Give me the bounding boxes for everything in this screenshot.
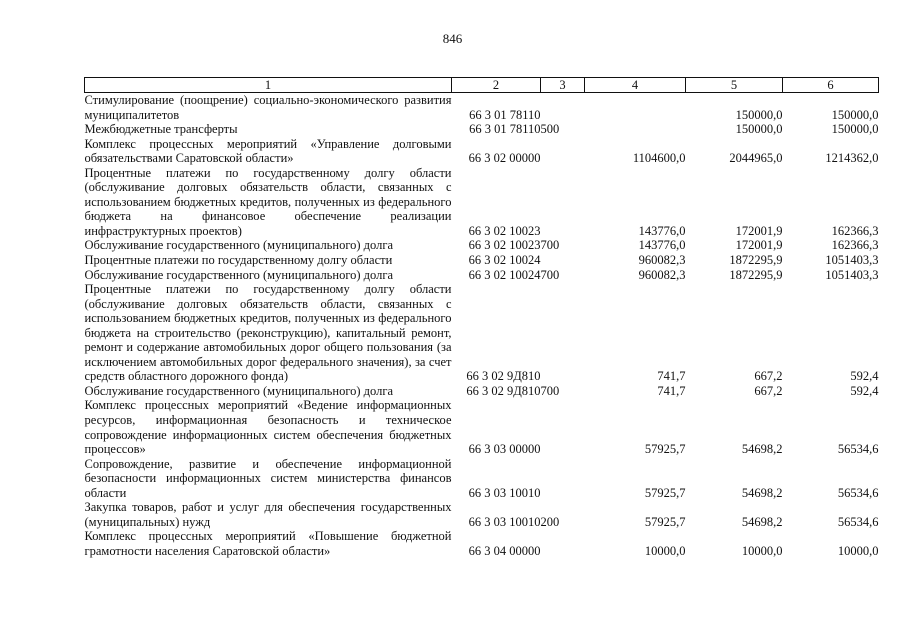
row-code: 66 3 01 78110 — [469, 122, 541, 137]
row-value-col6: 162366,3 — [831, 223, 879, 238]
row-value-col4: 57925,7 — [644, 485, 686, 500]
table-row — [85, 253, 879, 268]
row-value-col4: 1104600,0 — [632, 151, 686, 166]
row-name: Обслуживание государственного (муниципального) долга — [84, 267, 394, 282]
row-expense-type — [541, 166, 585, 239]
row-expense-type — [541, 137, 585, 166]
row-value-col5: 150000,0 — [735, 122, 783, 137]
row-expense-type — [541, 93, 585, 123]
row-value-col5: 54698,2 — [741, 485, 783, 500]
row-value-col6: 150000,0 — [831, 122, 879, 137]
row-expense-type — [541, 398, 585, 456]
row-value-col5: 54698,2 — [741, 514, 783, 529]
row-code: 66 3 02 9Д810 — [466, 369, 541, 384]
row-expense-type: 500 — [540, 122, 560, 137]
table-row — [85, 529, 879, 558]
row-code: 66 3 02 10023 — [468, 223, 541, 238]
row-name: Обслуживание государственного (муниципального) долга — [84, 383, 394, 398]
row-code: 66 3 02 10024 — [468, 267, 541, 282]
row-value-col5: 667,2 — [754, 369, 783, 384]
row-value-col6: 1214362,0 — [825, 151, 879, 166]
row-value-col6: 162366,3 — [831, 238, 879, 253]
row-value-col5: 172001,9 — [735, 238, 783, 253]
row-value-col4 — [585, 93, 686, 123]
row-value-col5: 667,2 — [754, 383, 783, 398]
table-row — [85, 268, 879, 283]
row-code: 66 3 03 00000 — [468, 442, 541, 457]
row-name: Процентные платежи по государственному долгу области (обслуживание долговых обязательств области, связанных с использованием бюджетных кредитов, полученных из федерального бюджета на строительство (реконструкцию), капитальный ремонт, ремонт и содержание автомобильных дорог общего пользования (за исключением автомобильных дорог федерального значения), за счет средств областного дорожного фонда) — [84, 282, 452, 384]
table-row — [85, 122, 879, 137]
table-row — [85, 398, 879, 456]
row-value-col6: 56534,6 — [837, 442, 879, 457]
row-value-col6: 1051403,3 — [825, 267, 879, 282]
header-col-3: 3 — [541, 78, 585, 93]
table-row — [85, 282, 879, 384]
row-value-col5: 1872295,9 — [729, 253, 783, 268]
page-number: 846 — [442, 31, 463, 46]
row-expense-type: 200 — [540, 514, 560, 529]
row-value-col4: 57925,7 — [644, 442, 686, 457]
budget-table — [84, 77, 879, 559]
row-name: Стимулирование (поощрение) социально-экономического развития муниципалитетов — [84, 93, 452, 122]
row-name: Комплекс процессных мероприятий «Ведение информационных ресурсов, информационная безопасность и техническое сопровождение информационных систем обеспечения бюджетных процессов» — [84, 398, 452, 457]
table-row — [85, 166, 879, 239]
row-code: 66 3 02 10023 — [468, 238, 541, 253]
table-row — [85, 238, 879, 253]
row-code: 66 3 03 10010 — [468, 485, 541, 500]
row-code: 66 3 02 10024 — [468, 253, 541, 268]
row-value-col4: 960082,3 — [638, 267, 686, 282]
row-expense-type: 700 — [540, 383, 560, 398]
row-value-col4: 57925,7 — [644, 514, 686, 529]
row-name: Процентные платежи по государственному долгу области — [84, 253, 393, 268]
row-value-col4: 960082,3 — [638, 253, 686, 268]
header-row — [85, 78, 879, 93]
row-value-col4: 143776,0 — [638, 223, 686, 238]
header-col-5: 5 — [686, 78, 783, 93]
table-row — [85, 384, 879, 399]
row-value-col4: 741,7 — [657, 369, 686, 384]
row-name: Обслуживание государственного (муниципального) долга — [84, 238, 394, 253]
table-row — [85, 137, 879, 166]
row-expense-type — [541, 282, 585, 384]
table-row — [85, 500, 879, 529]
row-name: Межбюджетные трансферты — [84, 122, 238, 137]
row-value-col6: 150000,0 — [831, 107, 879, 122]
row-name: Комплекс процессных мероприятий «Управление долговыми обязательствами Саратовской области» — [84, 136, 452, 166]
row-code: 66 3 04 00000 — [468, 543, 541, 558]
row-code: 66 3 02 00000 — [468, 151, 541, 166]
row-value-col6: 56534,6 — [837, 485, 879, 500]
table-row — [85, 457, 879, 501]
row-value-col5: 172001,9 — [735, 223, 783, 238]
header-col-6: 6 — [783, 78, 879, 93]
row-expense-type: 700 — [540, 238, 560, 253]
row-expense-type — [541, 253, 585, 268]
header-col-4: 4 — [585, 78, 686, 93]
row-code: 66 3 03 10010 — [468, 514, 541, 529]
row-name: Закупка товаров, работ и услуг для обеспечения государственных (муниципальных) нужд — [84, 500, 452, 529]
row-value-col5: 10000,0 — [741, 543, 783, 558]
table-body — [85, 93, 879, 559]
header-col-2: 2 — [452, 78, 541, 93]
row-code: 66 3 02 9Д810 — [466, 383, 541, 398]
header-col-1: 1 — [85, 78, 452, 93]
row-value-col5: 150000,0 — [735, 107, 783, 122]
row-value-col4: 741,7 — [657, 383, 686, 398]
row-expense-type — [541, 457, 585, 501]
row-name: Процентные платежи по государственному долгу области (обслуживание долговых обязательств области, связанных с использованием бюджетных кредитов, полученных из федерального бюджета на финансовое обеспечение реализации инфраструктурных проектов) — [84, 165, 452, 238]
row-value-col5: 1872295,9 — [729, 267, 783, 282]
row-value-col6: 10000,0 — [837, 543, 879, 558]
row-value-col4 — [585, 122, 686, 137]
row-value-col6: 592,4 — [850, 383, 879, 398]
row-name: Сопровождение, развитие и обеспечение информационной безопасности информационных систем министерства финансов области — [84, 456, 452, 500]
row-value-col4: 10000,0 — [644, 543, 686, 558]
row-expense-type: 700 — [540, 267, 560, 282]
row-value-col5: 54698,2 — [741, 442, 783, 457]
row-code: 66 3 01 78110 — [469, 107, 541, 122]
row-value-col5: 2044965,0 — [729, 151, 783, 166]
table-row — [85, 93, 879, 123]
row-value-col6: 1051403,3 — [825, 253, 879, 268]
row-value-col6: 56534,6 — [837, 514, 879, 529]
row-value-col6: 592,4 — [850, 369, 879, 384]
row-expense-type — [541, 529, 585, 558]
row-value-col4: 143776,0 — [638, 238, 686, 253]
row-name: Комплекс процессных мероприятий «Повышение бюджетной грамотности населения Саратовской области» — [84, 529, 452, 558]
